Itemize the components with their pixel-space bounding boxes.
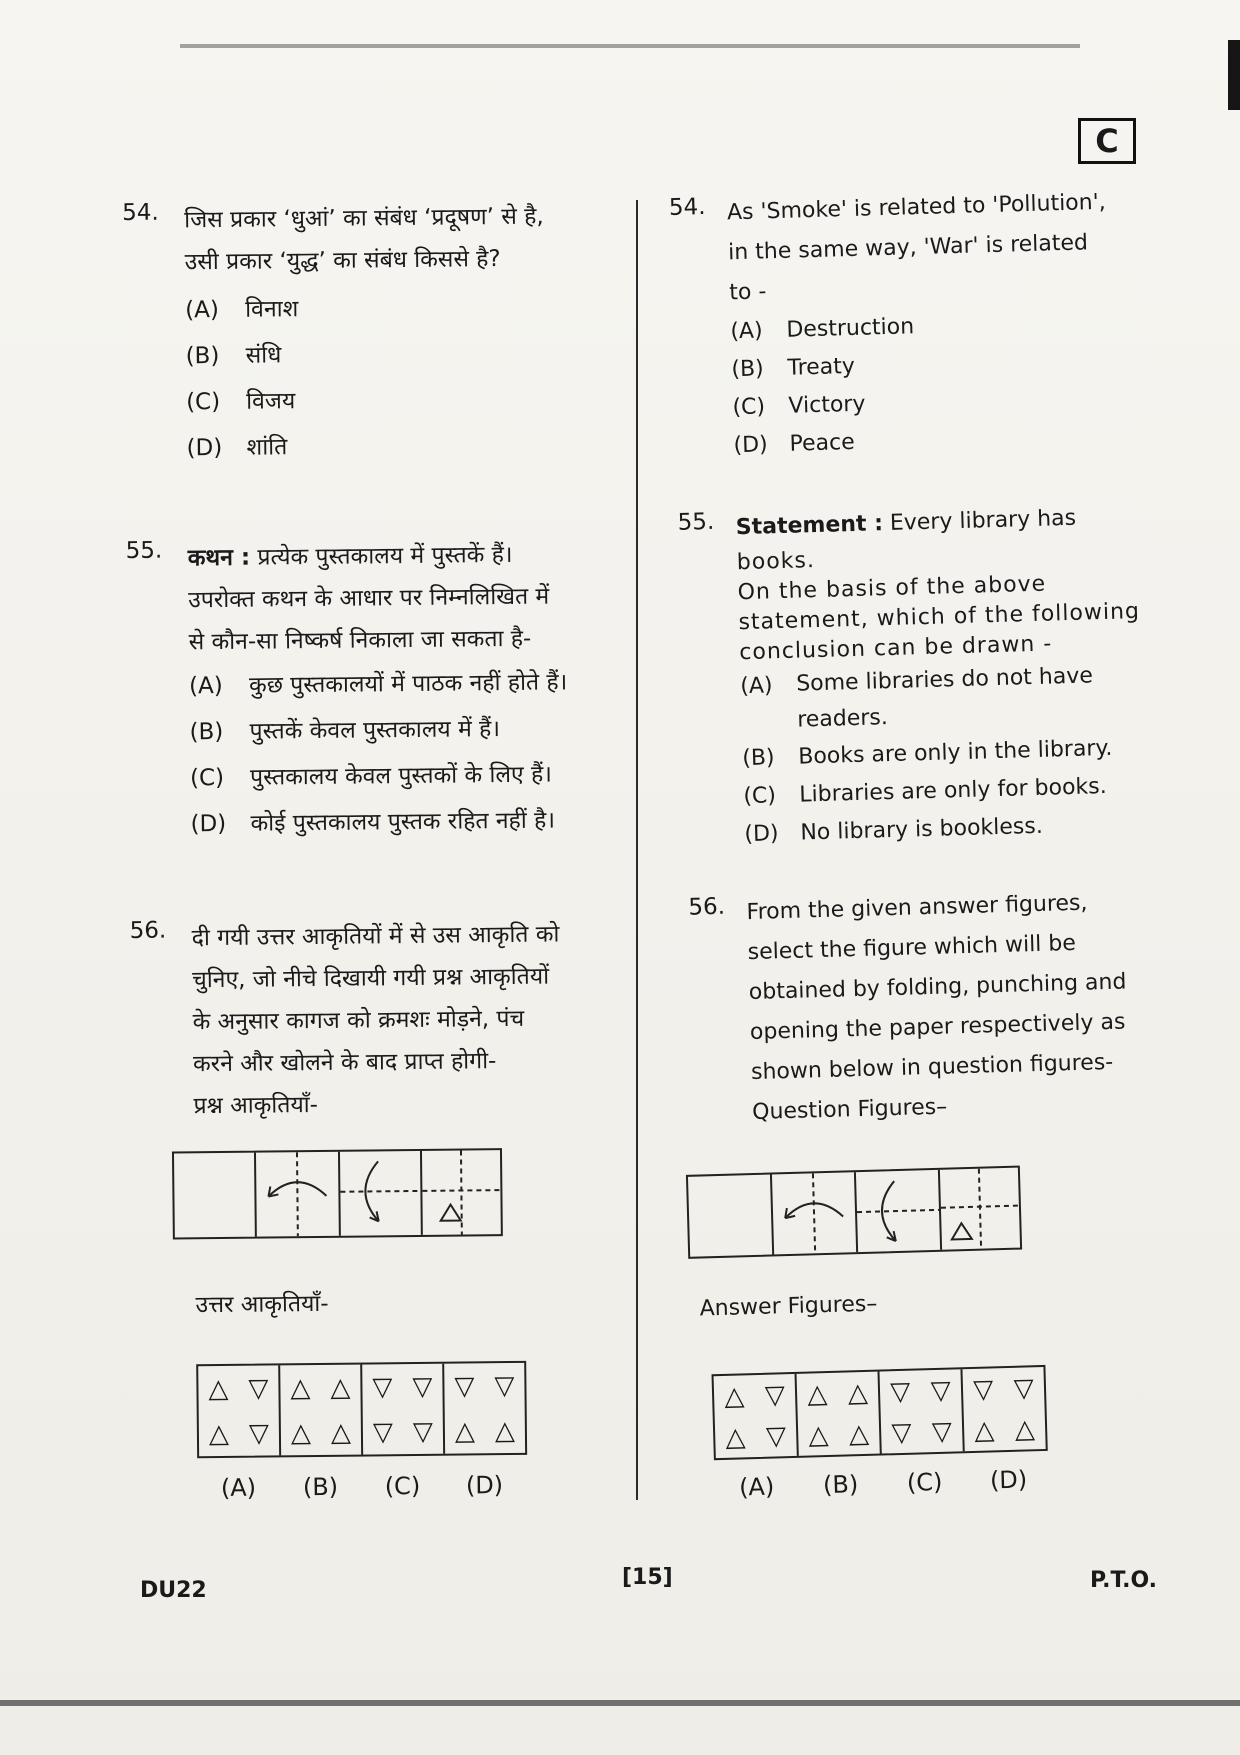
down-triangle-icon: ▽	[412, 1416, 434, 1447]
option-a: (A) कुछ पुस्तकालयों में पाठक नहीं होते हैं।	[188, 669, 568, 700]
question-text-line: statement, which of the following	[738, 598, 1141, 636]
option-c: (C) पुस्तकालय केवल पुस्तकों के लिए हैं।	[189, 761, 553, 792]
answer-figure-b[interactable]	[797, 1372, 882, 1456]
up-triangle-icon: △	[723, 1380, 745, 1412]
option-c: (C) विजय	[185, 388, 296, 416]
up-triangle-icon: △	[725, 1421, 746, 1453]
up-triangle-icon: △	[208, 1373, 229, 1404]
question-figure-1	[174, 1153, 257, 1238]
hindi-column	[122, 195, 622, 1503]
question-figure-4	[422, 1150, 501, 1235]
question-number: 56.	[129, 917, 167, 944]
down-triangle-icon: ▽	[412, 1371, 433, 1402]
fold-arrow-figure	[856, 1170, 940, 1252]
question-text-line: From the given answer figures,	[746, 890, 1088, 926]
answer-label-a: (A)	[738, 1472, 775, 1502]
answer-figures-label: उत्तर आकृतियाँ-	[195, 1290, 329, 1319]
question-figures	[686, 1166, 1022, 1259]
option-b: (B) पुस्तकें केवल पुस्तकालय में हैं।	[189, 716, 501, 746]
option-a: (A) Destruction	[730, 314, 915, 345]
question-text-line: उसी प्रकार ‘युद्ध’ का संबंध किससे है?	[184, 246, 501, 276]
question-text-line: दी गयी उत्तर आकृतियों में से उस आकृति को	[191, 921, 560, 952]
question-number: 56.	[688, 893, 726, 921]
paper-code: DU22	[140, 1578, 207, 1603]
scan-edge-mark	[1228, 40, 1240, 110]
english-question-56	[688, 881, 1175, 1134]
option-d: (D) Peace	[733, 429, 856, 459]
question-number: 55.	[125, 537, 163, 564]
up-triangle-icon: △	[1014, 1413, 1036, 1445]
question-text-line: करने और खोलने के बाद प्राप्त होगी-	[192, 1048, 497, 1078]
question-figure-2	[772, 1172, 858, 1254]
up-triangle-icon: △	[974, 1414, 995, 1446]
down-triangle-icon: ▽	[1013, 1372, 1035, 1404]
answer-figures-label: Answer Figures–	[699, 1291, 878, 1322]
answer-figures	[196, 1361, 527, 1458]
hindi-question-55	[126, 533, 629, 848]
question-number: 54.	[122, 199, 159, 226]
up-triangle-icon: △	[290, 1372, 311, 1403]
answer-label-b: (B)	[822, 1470, 859, 1500]
answer-figure-a[interactable]	[714, 1374, 799, 1458]
option-a: (A) Some libraries do not have readers.	[739, 663, 1094, 733]
punch-figure	[422, 1150, 501, 1235]
question-figures	[172, 1148, 503, 1239]
set-code-box: C	[1078, 118, 1136, 164]
up-triangle-icon: △	[208, 1418, 230, 1449]
question-text-line: conclusion can be drawn -	[739, 631, 1053, 666]
down-triangle-icon: ▽	[764, 1379, 786, 1411]
answer-figure-labels	[714, 1465, 1051, 1502]
answer-figure-labels	[197, 1471, 525, 1502]
question-figure-2	[256, 1152, 341, 1237]
english-column	[668, 162, 1148, 1502]
down-triangle-icon: ▽	[494, 1370, 515, 1401]
question-text-line: select the figure which will be	[747, 930, 1077, 966]
question-text-line: से कौन-सा निष्कर्ष निकाला जा सकता है-	[188, 625, 532, 656]
question-figure-3	[856, 1170, 942, 1252]
down-triangle-icon: ▽	[248, 1418, 270, 1449]
question-text-line: books.	[736, 548, 816, 576]
fold-arrow-figure	[256, 1152, 339, 1237]
option-c: (C) Victory	[732, 391, 866, 421]
answer-figures	[712, 1365, 1048, 1460]
answer-label-a: (A)	[220, 1473, 257, 1503]
question-text-line: As 'Smoke' is related to 'Pollution',	[726, 189, 1107, 226]
answer-label-d: (D)	[465, 1471, 504, 1500]
down-triangle-icon: ▽	[931, 1416, 953, 1447]
option-c: (C) Libraries are only for books.	[743, 773, 1108, 810]
answer-label-d: (D)	[989, 1465, 1028, 1495]
down-triangle-icon: ▽	[930, 1375, 952, 1406]
question-figure-4	[940, 1168, 1020, 1250]
question-text-line: to -	[728, 279, 767, 306]
down-triangle-icon: ▽	[372, 1416, 394, 1447]
answer-figure-b[interactable]	[280, 1365, 363, 1456]
question-text-line: opening the paper respectively as	[749, 1009, 1126, 1046]
answer-label-c: (C)	[906, 1467, 943, 1497]
answer-label-b: (B)	[302, 1472, 339, 1502]
english-question-54	[669, 182, 1156, 467]
up-triangle-icon: △	[847, 1377, 869, 1408]
question-figure-1	[688, 1174, 774, 1256]
hindi-question-54	[122, 195, 625, 472]
up-triangle-icon: △	[494, 1415, 516, 1446]
down-triangle-icon: ▽	[891, 1417, 912, 1448]
punch-figure	[940, 1168, 1020, 1250]
question-text-line: obtained by folding, punching and	[748, 969, 1127, 1006]
answer-figure-c[interactable]	[879, 1369, 964, 1453]
question-text-line: के अनुसार कागज को क्रमशः मोड़ने, पंच	[192, 1005, 525, 1036]
please-turn-over: P.T.O.	[1090, 1568, 1158, 1593]
up-triangle-icon: △	[454, 1415, 476, 1447]
up-triangle-icon: △	[290, 1417, 312, 1448]
question-number: 55.	[677, 508, 715, 536]
option-d: (D) कोई पुस्तकालय पुस्तक रहित नहीं है।	[190, 807, 556, 838]
up-triangle-icon: △	[808, 1419, 829, 1451]
question-figures-label: प्रश्न आकृतियाँ-	[193, 1091, 319, 1120]
up-triangle-icon: △	[330, 1417, 352, 1448]
statement-line: Statement : Every library has	[735, 505, 1077, 541]
question-number: 54.	[668, 193, 706, 221]
option-b: (B) Treaty	[731, 353, 856, 383]
option-d: (D) शांति	[186, 434, 288, 462]
answer-label-c: (C)	[384, 1471, 421, 1501]
question-text-line: shown below in question figures-	[750, 1049, 1114, 1086]
question-text-line: On the basis of the above	[737, 571, 1047, 606]
down-triangle-icon: ▽	[972, 1373, 994, 1405]
up-triangle-icon: △	[330, 1372, 351, 1403]
question-text-line: चुनिए, जो नीचे दिखायी गयी प्रश्न आकृतियों	[192, 963, 550, 994]
option-b: (B) Books are only in the library.	[741, 735, 1113, 772]
scan-shadow-top	[180, 44, 1080, 48]
option-d: (D) No library is bookless.	[744, 813, 1044, 848]
down-triangle-icon: ▽	[454, 1370, 475, 1402]
question-text-line: in the same way, 'War' is related	[727, 230, 1089, 266]
fold-arrow-figure	[772, 1172, 856, 1254]
answer-figure-d[interactable]	[962, 1367, 1045, 1451]
question-figures-label: Question Figures–	[751, 1094, 948, 1126]
english-question-55	[677, 496, 1166, 855]
down-triangle-icon: ▽	[372, 1371, 393, 1402]
answer-figure-a[interactable]	[198, 1365, 281, 1456]
column-divider	[636, 200, 638, 1500]
option-b: (B) संधि	[185, 342, 282, 370]
scan-shadow-bottom	[0, 1700, 1240, 1706]
question-figure-3	[340, 1151, 423, 1236]
question-text-line: जिस प्रकार ‘धुआं’ का संबंध ‘प्रदूषण’ से है,	[184, 203, 544, 234]
question-text-line: उपरोक्त कथन के आधार पर निम्नलिखित में	[188, 583, 550, 614]
hindi-question-56	[130, 913, 632, 1128]
down-triangle-icon: ▽	[765, 1420, 787, 1452]
down-triangle-icon: ▽	[889, 1376, 911, 1407]
up-triangle-icon: △	[806, 1378, 828, 1410]
answer-figure-d[interactable]	[444, 1363, 525, 1454]
answer-figure-c[interactable]	[362, 1364, 445, 1455]
option-a: (A) विनाश	[185, 296, 299, 324]
statement-line: कथन : प्रत्येक पुस्तकालय में पुस्तकें हैं।	[187, 541, 513, 572]
fold-arrow-figure	[340, 1151, 421, 1236]
up-triangle-icon: △	[848, 1418, 870, 1449]
down-triangle-icon: ▽	[248, 1373, 269, 1404]
page-number: [15]	[622, 1565, 673, 1590]
